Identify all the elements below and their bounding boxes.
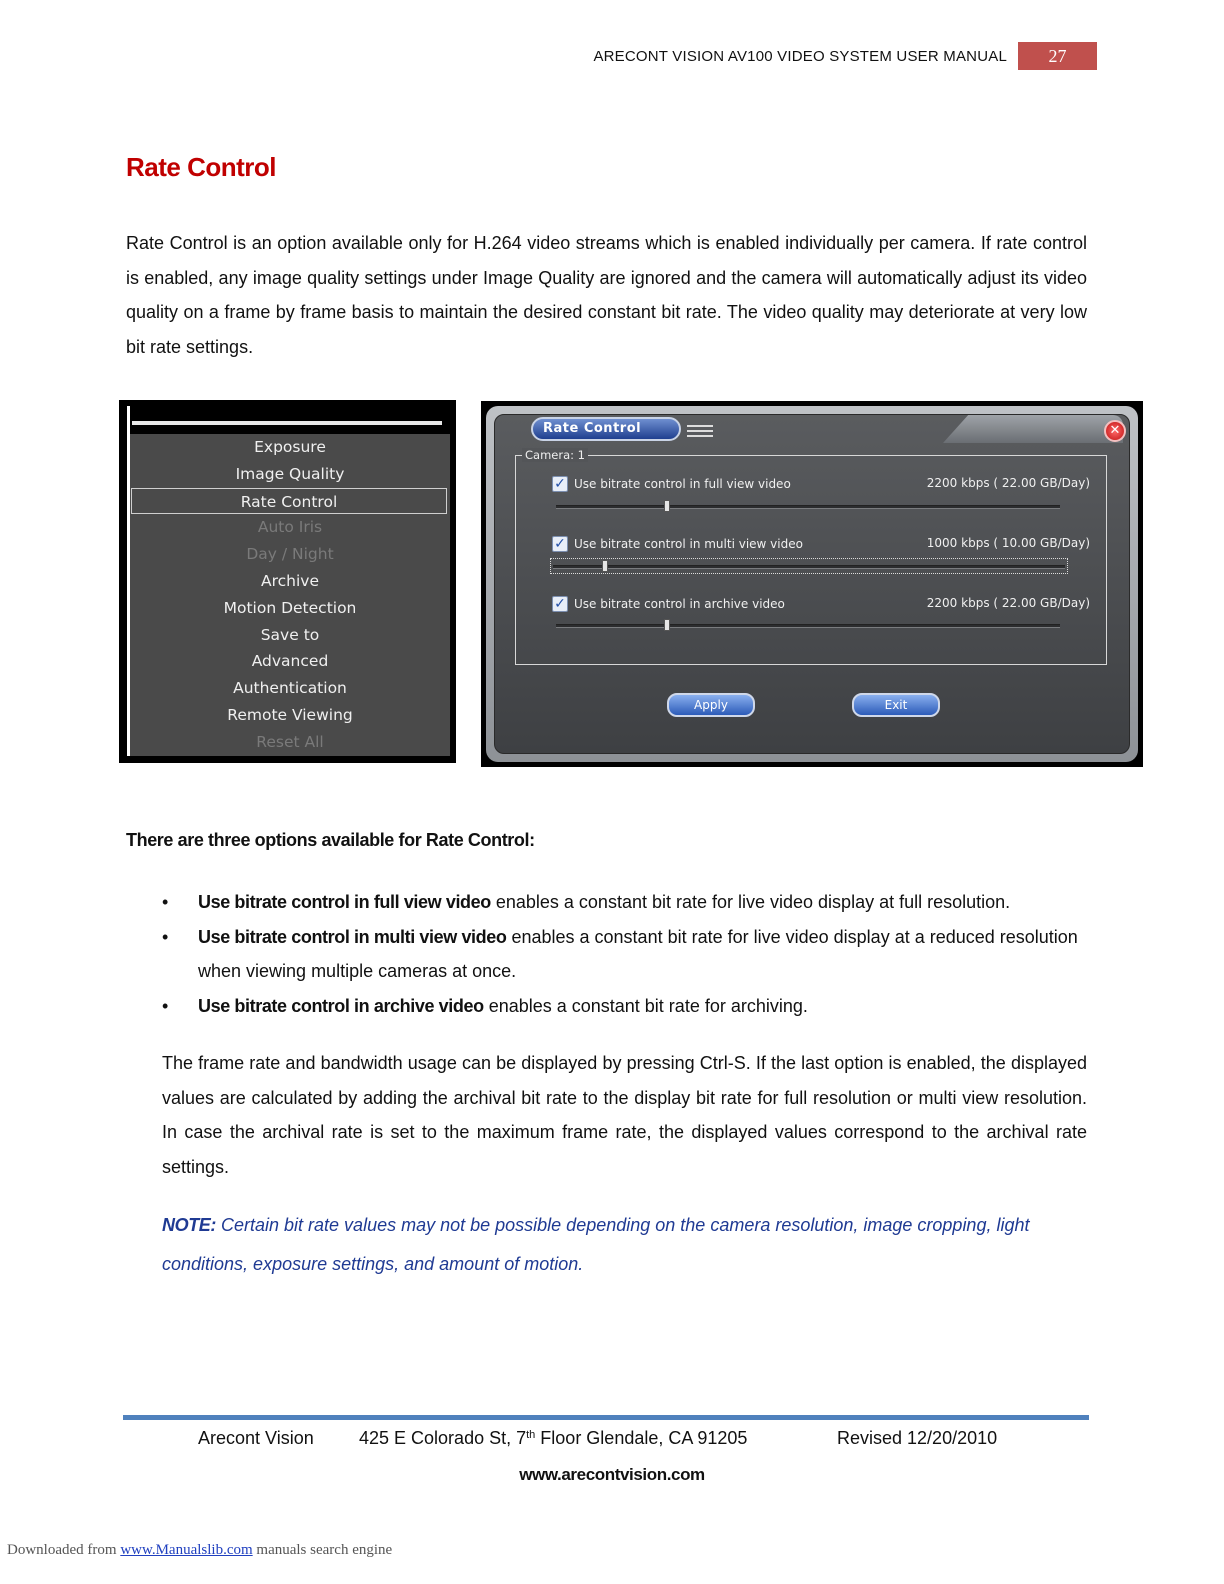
camera-label: Camera: 1 xyxy=(522,448,588,462)
slider-track[interactable] xyxy=(553,565,1065,569)
option-bullet-item xyxy=(162,989,1087,1024)
dialog-body xyxy=(494,414,1130,754)
option-description: enables a constant bit rate for live video display at a reduced resolution when viewing multiple cameras at once. xyxy=(198,926,1078,981)
menu-item[interactable]: Advanced xyxy=(251,652,329,671)
option-name: Use bitrate control in full view video xyxy=(198,892,491,912)
bitrate-option-label: Use bitrate control in full view video xyxy=(574,477,791,491)
download-suffix: manuals search engine xyxy=(252,1542,393,1558)
page-number-badge: 27 xyxy=(1018,42,1097,70)
bitrate-option-label: Use bitrate control in archive video xyxy=(574,597,785,611)
menu-top-bar xyxy=(130,406,450,434)
menu-item: Auto Iris xyxy=(257,518,323,537)
note-paragraph xyxy=(162,1206,1087,1284)
exit-button[interactable]: Exit xyxy=(852,693,940,717)
footer-address-city: Floor Glendale, CA 91205 xyxy=(535,1428,748,1448)
settings-menu-panel xyxy=(127,406,450,756)
bitrate-slider[interactable] xyxy=(554,499,1062,515)
bitrate-slider[interactable] xyxy=(554,618,1062,634)
menu-item[interactable]: Motion Detection xyxy=(223,598,357,617)
manualslib-link[interactable]: www.Manualslib.com xyxy=(120,1542,253,1558)
bitrate-slider[interactable] xyxy=(550,558,1068,574)
section-title: Rate Control xyxy=(126,152,276,182)
menu-icon[interactable] xyxy=(687,425,713,437)
rate-control-dialog-screenshot xyxy=(481,401,1143,767)
option-bullet-item xyxy=(162,885,1087,920)
option-description: enables a constant bit rate for archiving. xyxy=(483,995,808,1016)
option-name: Use bitrate control in archive video xyxy=(198,995,484,1016)
footer-company: Arecont Vision xyxy=(198,1428,314,1448)
menu-item[interactable]: Archive xyxy=(261,571,319,590)
footer-address-sup: th xyxy=(526,1429,536,1441)
option-description: enables a constant bit rate for live video display at full resolution. xyxy=(490,892,1011,912)
slider-thumb[interactable] xyxy=(664,500,670,512)
option-bullet-item xyxy=(162,920,1087,989)
menu-item[interactable]: Image Quality xyxy=(235,464,345,483)
menu-item: Day / Night xyxy=(246,545,334,564)
bullet-icon: • xyxy=(162,926,169,947)
option-name: Use bitrate control in multi view video xyxy=(198,926,507,947)
apply-button[interactable]: Apply xyxy=(667,693,755,717)
footer-address-street: 425 E Colorado St, 7 xyxy=(359,1428,527,1448)
bitrate-option-label: Use bitrate control in multi view video xyxy=(574,537,803,551)
frame-rate-paragraph: The frame rate and bandwidth usage can be displayed by pressing Ctrl-S. If the last option is enabled, the displayed values are calculated by adding the archival bit rate to the display bit rate for full resolution or multi view resolution. In case the archival rate is set to the maximum frame rate, the displayed values correspond to the archival rate settings. xyxy=(162,1053,1087,1177)
download-prefix: Downloaded from xyxy=(7,1542,121,1558)
slider-thumb[interactable] xyxy=(664,619,670,631)
camera-group-box xyxy=(515,448,1107,665)
dialog-title: Rate Control xyxy=(531,417,681,441)
bitrate-value: 2200 kbps ( 22.00 GB/Day) xyxy=(926,596,1090,610)
dialog-tab-decoration xyxy=(943,415,1123,443)
menu-item[interactable]: Exposure xyxy=(254,438,326,456)
running-header: ARECONT VISION AV100 VIDEO SYSTEM USER MANUAL xyxy=(593,48,1007,65)
bullet-icon: • xyxy=(162,892,169,912)
bitrate-option-row xyxy=(552,594,1090,614)
bitrate-option-row xyxy=(552,534,1090,554)
slider-track[interactable] xyxy=(556,624,1060,628)
checkbox-checked-icon[interactable]: ✓ xyxy=(552,596,568,612)
options-list xyxy=(162,885,1087,1023)
bullet-icon: • xyxy=(162,995,169,1016)
footer-website[interactable]: www.arecontvision.com xyxy=(519,1465,705,1484)
footer-address xyxy=(359,1428,747,1449)
note-label: NOTE: xyxy=(162,1215,216,1235)
options-heading: There are three options available for Rate Control: xyxy=(126,830,535,850)
bitrate-value: 1000 kbps ( 10.00 GB/Day) xyxy=(926,536,1090,550)
bitrate-value: 2200 kbps ( 22.00 GB/Day) xyxy=(926,476,1090,490)
menu-item[interactable]: Save to xyxy=(260,625,320,644)
dialog-frame xyxy=(486,406,1138,762)
bitrate-option-row xyxy=(552,474,1090,494)
footer-revised: Revised 12/20/2010 xyxy=(837,1428,998,1448)
menu-item: Reset All xyxy=(256,732,324,751)
intro-paragraph: Rate Control is an option available only for H.264 video streams which is enabled individually per camera. If rate control is enabled, any image quality settings under Image Quality are ignored and the camera will automatically adjust its video quality on a frame by frame basis to maintain the desired constant bit rate. The video quality may deteriorate at very low bit rate settings. xyxy=(126,233,1087,357)
note-text: Certain bit rate values may not be possible depending on the camera resolution, image cropping, light conditions, exposure settings, and amount of motion. xyxy=(162,1215,1030,1274)
menu-item[interactable]: Remote Viewing xyxy=(227,705,353,724)
footer-divider xyxy=(123,1415,1089,1420)
checkbox-checked-icon[interactable]: ✓ xyxy=(552,476,568,492)
menu-item[interactable]: Rate Control xyxy=(131,488,447,515)
close-icon[interactable]: ✕ xyxy=(1104,420,1126,442)
settings-menu-screenshot xyxy=(119,400,456,763)
checkbox-checked-icon[interactable]: ✓ xyxy=(552,536,568,552)
menu-item[interactable]: Authentication xyxy=(233,679,347,698)
slider-thumb[interactable] xyxy=(602,560,608,572)
settings-menu-list xyxy=(130,434,450,756)
download-notice xyxy=(7,1542,392,1559)
slider-track[interactable] xyxy=(556,505,1060,509)
